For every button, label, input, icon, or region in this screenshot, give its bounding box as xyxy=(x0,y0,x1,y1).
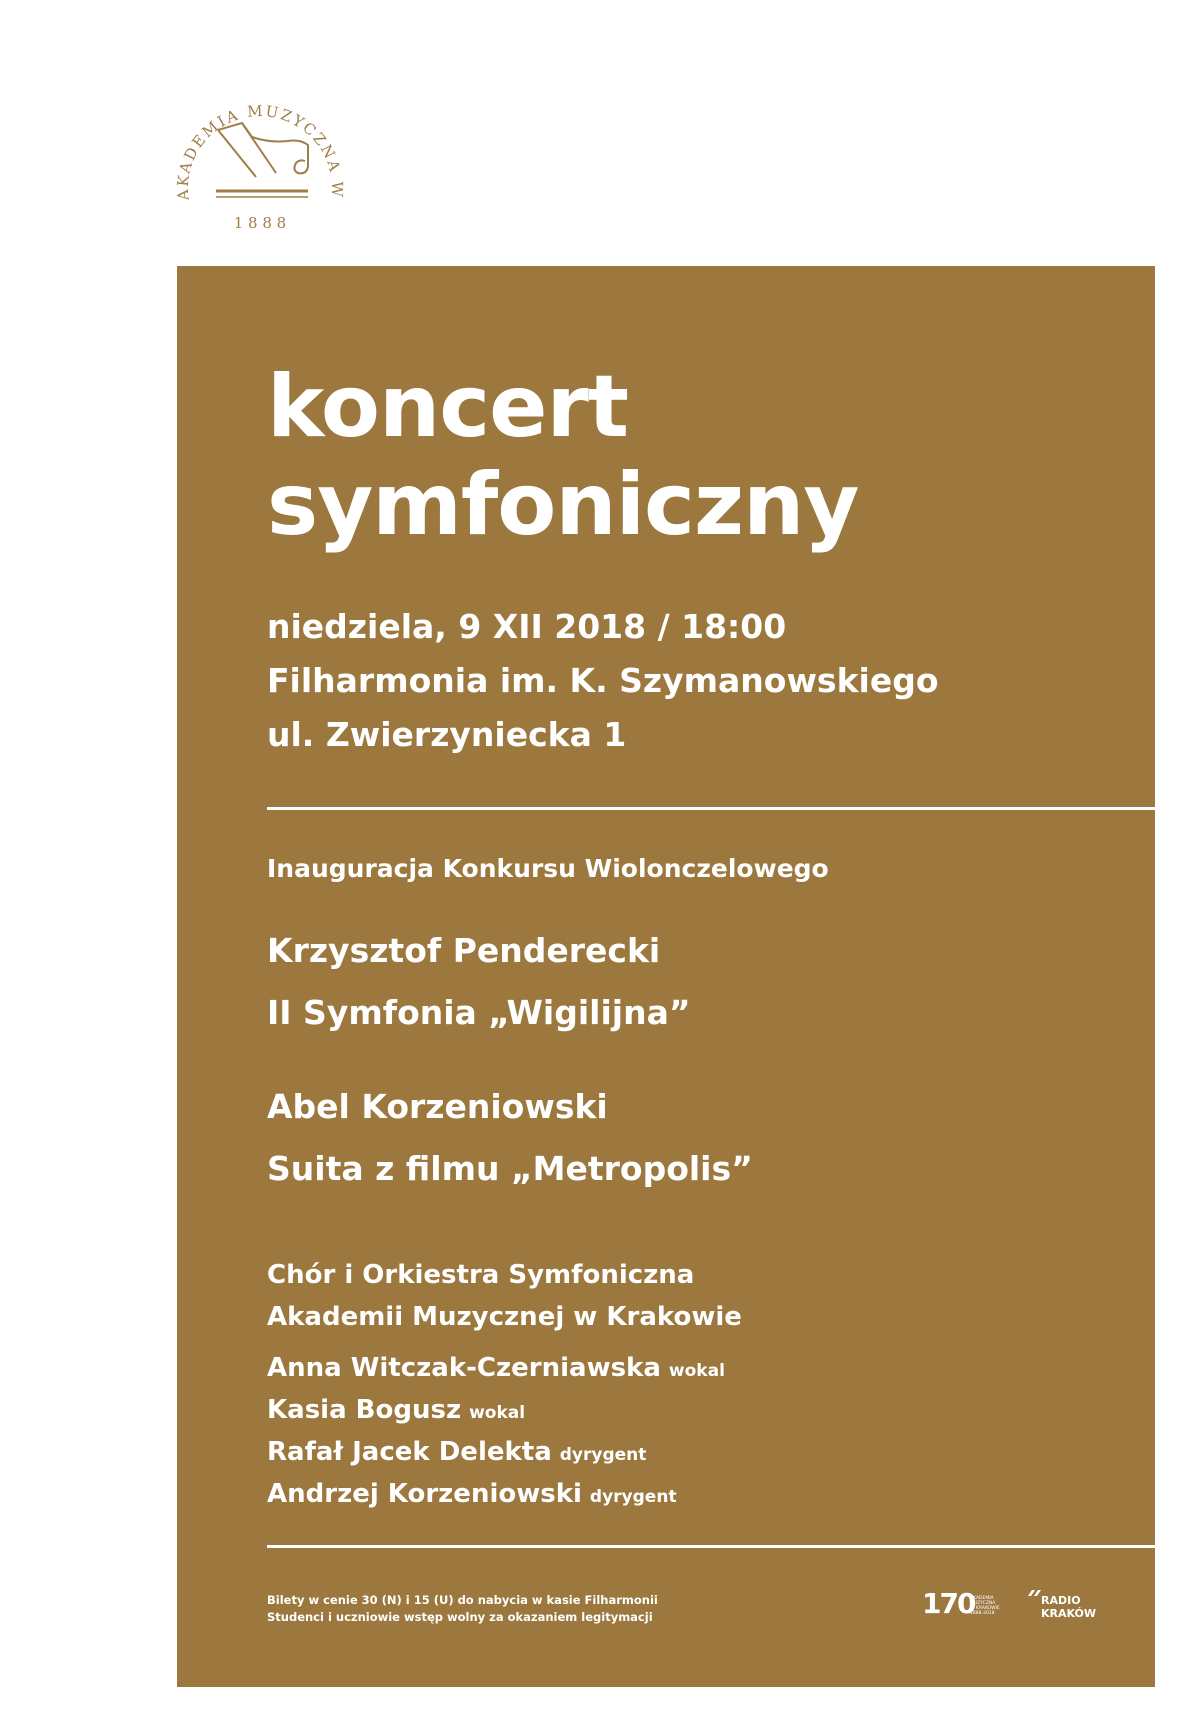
radio-krakow-icon xyxy=(1025,1586,1105,1626)
work-composer: Krzysztof Penderecki xyxy=(267,931,661,970)
title-line-1: koncert xyxy=(267,357,629,457)
anniversary-text: AKADEMIA xyxy=(970,1596,994,1601)
radio-krakow-logo xyxy=(1025,1586,1105,1626)
anniversary-text: MUZYCZNA xyxy=(970,1601,996,1606)
performer xyxy=(267,1481,677,1507)
work-piece: II Symfonia „Wigilijna” xyxy=(267,993,691,1032)
logo-arc-text: AKADEMIA MUZYCZNA W xyxy=(173,101,347,202)
academy-emblem-icon xyxy=(160,55,360,245)
performer-name: Andrzej Korzeniowski xyxy=(267,1479,582,1509)
performer-role: wokal xyxy=(469,1403,526,1423)
performer xyxy=(267,1397,525,1423)
svg-text:AKADEMIA MUZYCZNA W KRAKOWIE xyxy=(160,55,346,209)
poster-panel xyxy=(177,266,1155,1687)
work-composer: Abel Korzeniowski xyxy=(267,1087,608,1126)
anniversary-text: W KRAKOWIE xyxy=(970,1606,1000,1611)
radio-line-2: KRAKÓW xyxy=(1041,1607,1097,1620)
anniversary-text: 1888-2018 xyxy=(970,1611,995,1616)
title-line-2: symfoniczny xyxy=(267,455,859,555)
work-piece: Suita z filmu „Metropolis” xyxy=(267,1149,753,1188)
anniversary-170-logo xyxy=(922,1583,1002,1627)
anniversary-170-icon xyxy=(922,1583,1002,1627)
student-info: Studenci i uczniowie wstęp wolny za okazaniem legitymacji xyxy=(267,1610,653,1624)
event-address: ul. Zwierzyniecka 1 xyxy=(267,715,627,754)
performer-role: dyrygent xyxy=(559,1445,647,1465)
performer-name: Rafał Jacek Delekta xyxy=(267,1437,552,1467)
event-venue: Filharmonia im. K. Szymanowskiego xyxy=(267,661,939,700)
event-date-time: niedziela, 9 XII 2018 / 18:00 xyxy=(267,607,787,646)
ticket-info: Bilety w cenie 30 (N) i 15 (U) do nabycia w kasie Filharmonii xyxy=(267,1593,658,1607)
performer xyxy=(267,1355,725,1381)
performer-role: wokal xyxy=(668,1361,725,1381)
ensemble-line-1: Chór i Orkiestra Symfoniczna xyxy=(267,1260,695,1290)
performer-name: Anna Witczak-Czerniawska xyxy=(267,1353,661,1383)
academy-logo xyxy=(160,55,360,245)
performer-role: dyrygent xyxy=(589,1487,677,1507)
anniversary-number: 170 xyxy=(922,1587,975,1620)
lead-text: Inauguracja Konkursu Wiolonczelowego xyxy=(267,854,829,883)
logo-year: 1 8 8 8 xyxy=(233,214,287,232)
performer-name: Kasia Bogusz xyxy=(267,1395,462,1425)
performer xyxy=(267,1439,646,1465)
divider-top xyxy=(267,807,1155,810)
ensemble-line-2: Akademii Muzycznej w Krakowie xyxy=(267,1302,742,1332)
radio-line-1: RADIO xyxy=(1041,1594,1081,1607)
divider-bottom xyxy=(267,1545,1155,1548)
